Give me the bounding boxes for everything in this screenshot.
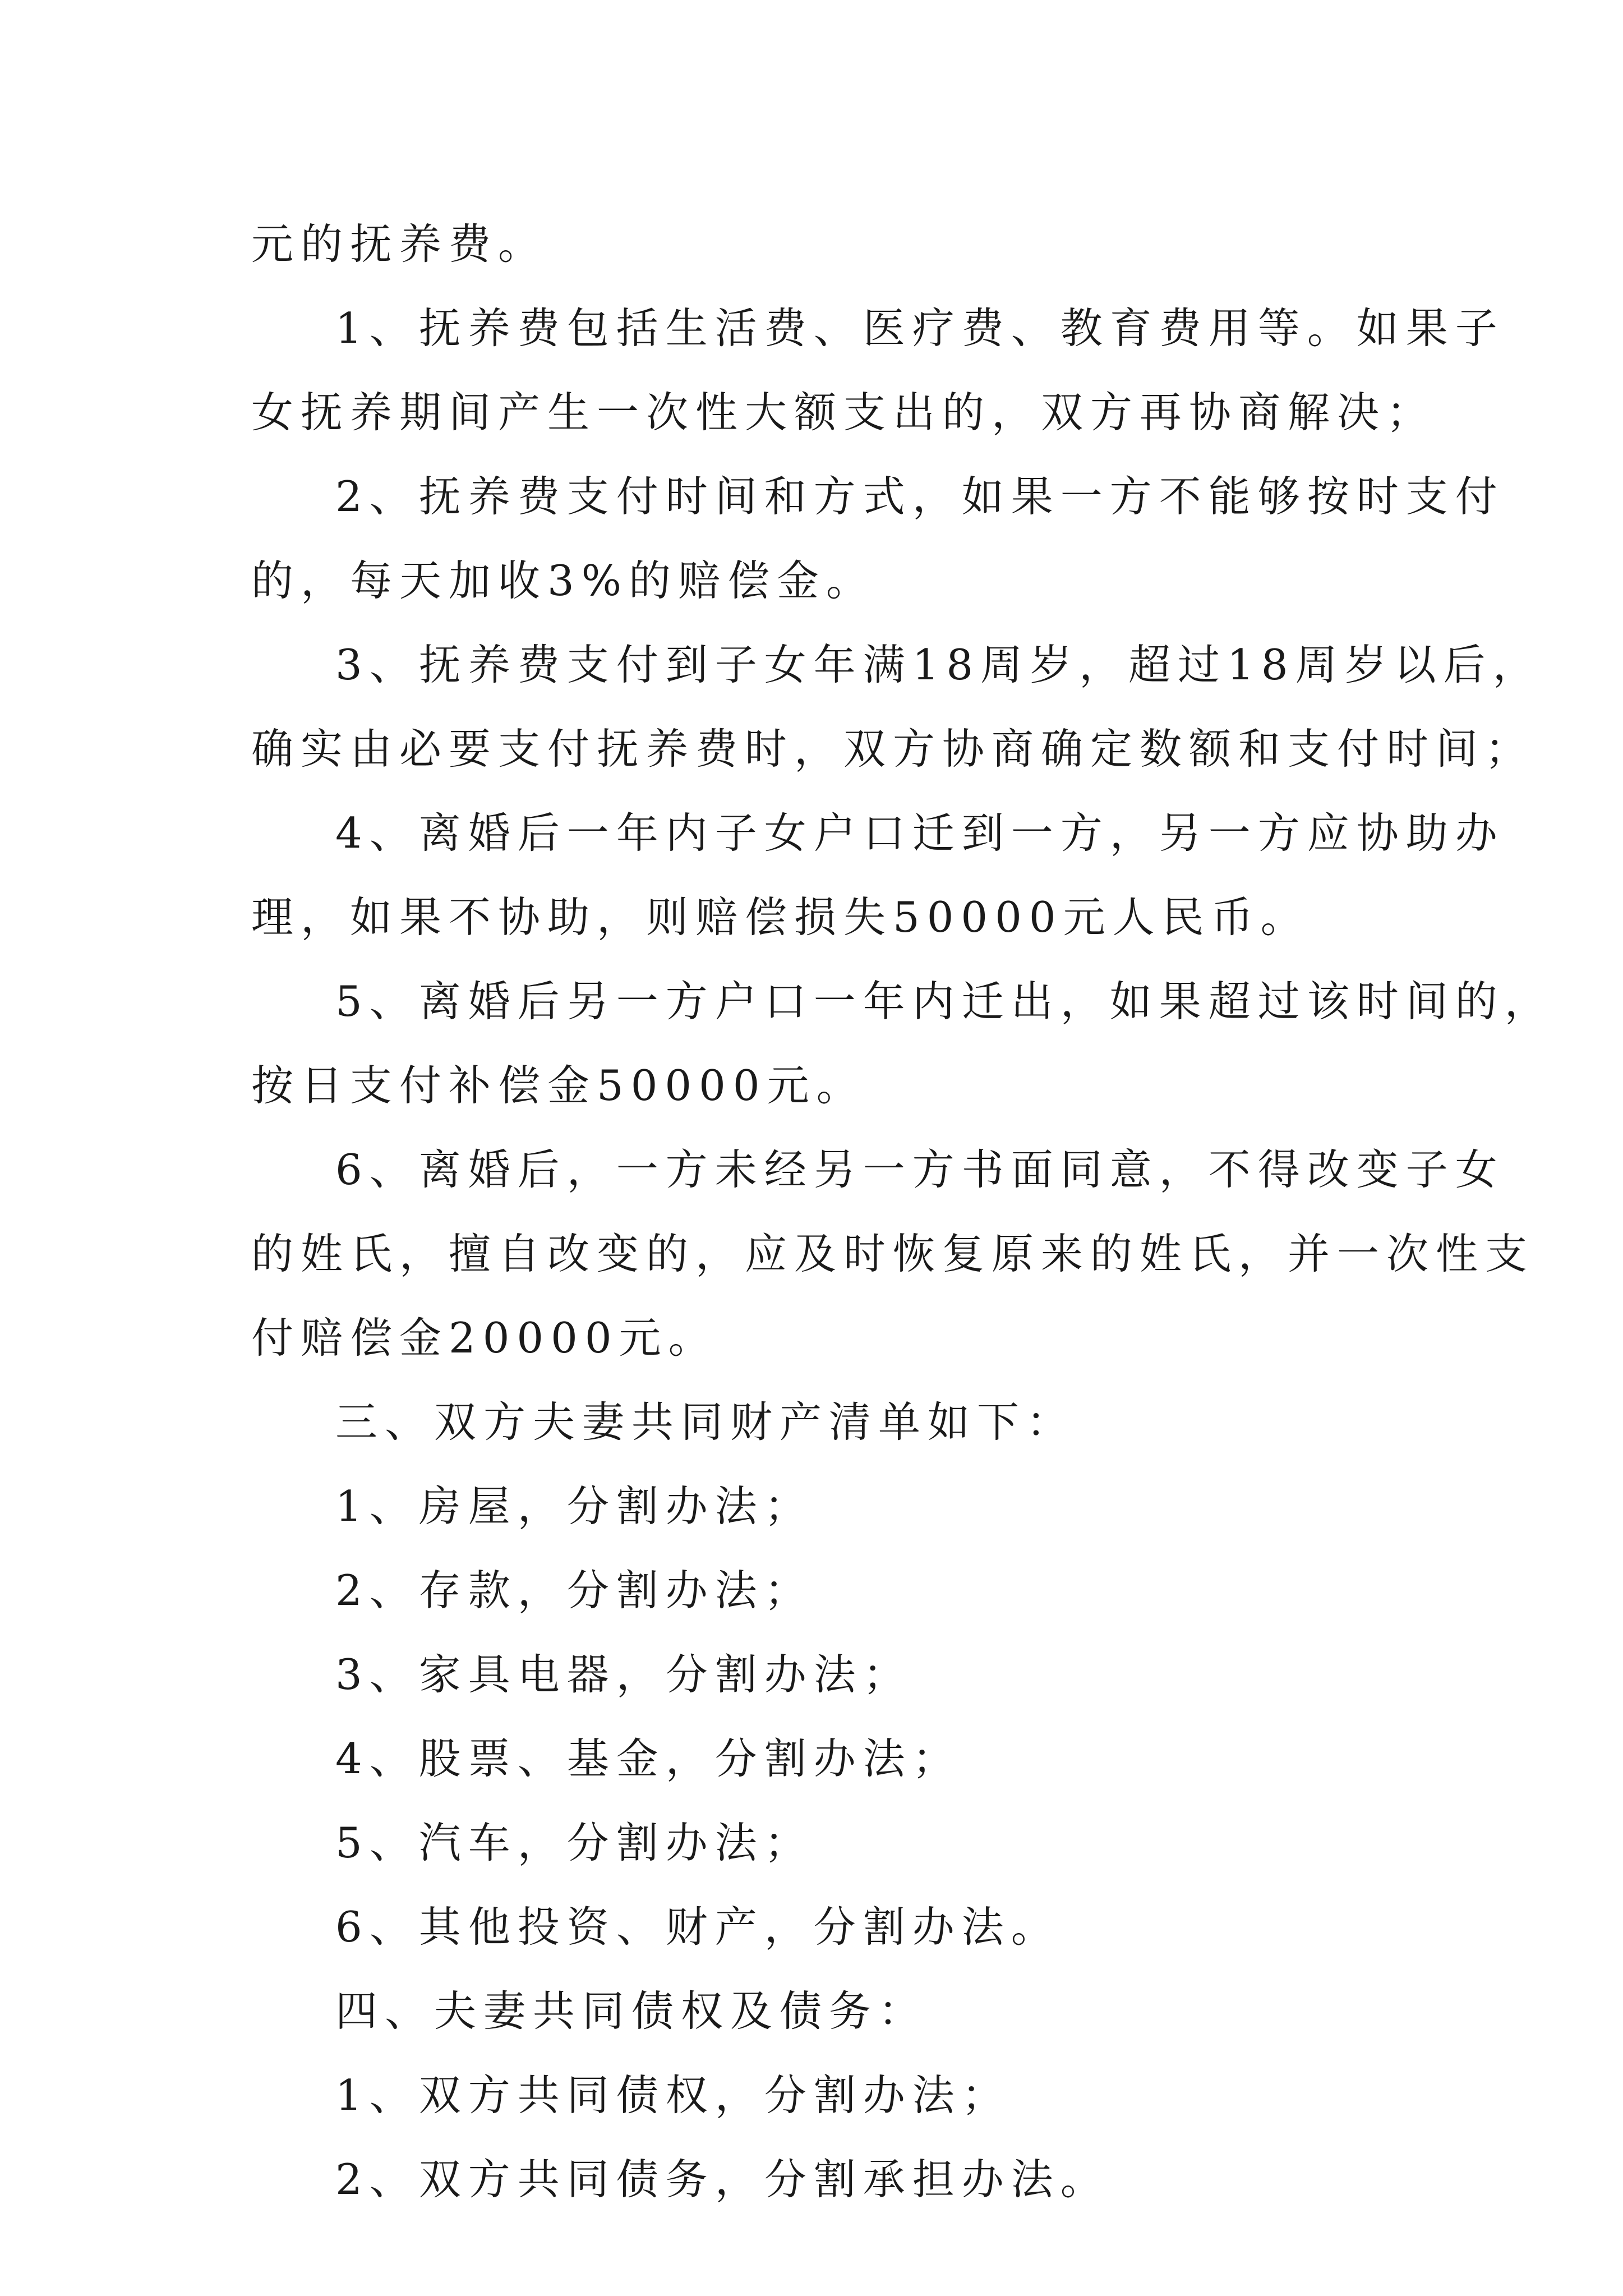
text-line: 的姓氏，擅自改变的，应及时恢复原来的姓氏，并一次性支 — [251, 1229, 1535, 1278]
text-line: 6、离婚后，一方未经另一方书面同意，不得改变子女 — [335, 1145, 1505, 1194]
text-line: 4、离婚后一年内子女户口迁到一方，另一方应协助办 — [335, 808, 1505, 858]
list-item: 1、房屋，分割办法； — [335, 1481, 814, 1531]
text-line: 的，每天加收3%的赔偿金。 — [251, 556, 875, 605]
document-body — [251, 202, 1554, 2221]
list-item: 4、股票、基金，分割办法； — [335, 1734, 962, 1783]
text-line: 2、抚养费支付时间和方式，如果一方不能够按时支付 — [335, 472, 1505, 521]
list-item: 6、其他投资、财产，分割办法。 — [335, 1902, 1061, 1952]
text-line: 3、抚养费支付到子女年满18周岁，超过18周岁以后， — [335, 640, 1542, 689]
text-line: 按日支付补偿金50000元。 — [251, 1061, 866, 1110]
text-line: 元的抚养费。 — [251, 219, 548, 269]
text-line: 确实由必要支付抚养费时，双方协商确定数额和支付时间； — [251, 724, 1535, 774]
list-item: 3、家具电器，分割办法； — [335, 1650, 912, 1699]
section-heading: 三、双方夫妻共同财产清单如下： — [335, 1397, 1076, 1447]
text-line: 1、抚养费包括生活费、医疗费、教育费用等。如果子 — [335, 303, 1505, 353]
section-heading: 四、夫妻共同债权及债务： — [335, 1986, 928, 2036]
text-line: 理，如果不协助，则赔偿损失50000元人民币。 — [251, 892, 1310, 942]
text-line: 女抚养期间产生一次性大额支出的，双方再协商解决； — [251, 388, 1436, 437]
list-item: 2、双方共同债务，分割承担办法。 — [335, 2155, 1110, 2204]
list-item: 1、双方共同债权，分割办法； — [335, 2070, 1011, 2120]
text-line: 5、离婚后另一方户口一年内迁出，如果超过该时间的， — [335, 977, 1554, 1026]
list-item: 2、存款，分割办法； — [335, 1566, 814, 1615]
list-item: 5、汽车，分割办法； — [335, 1818, 814, 1867]
text-line: 付赔偿金20000元。 — [251, 1313, 718, 1363]
